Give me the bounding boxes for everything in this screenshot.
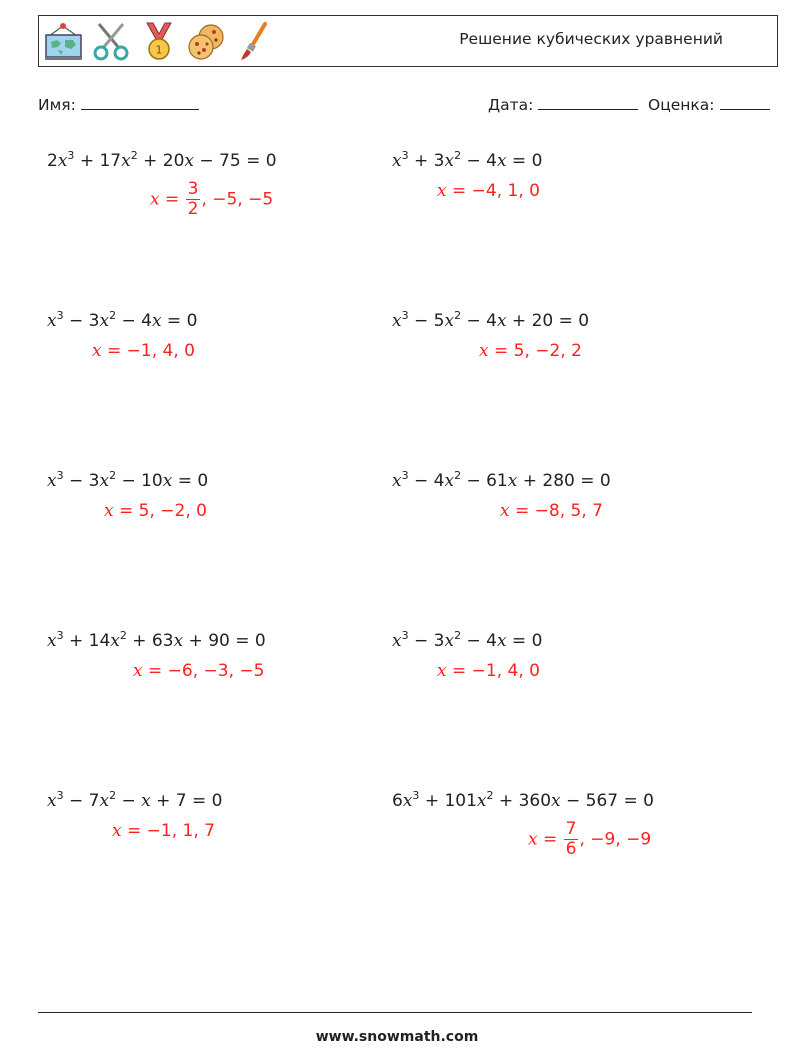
math-variable: x [150,189,160,210]
math-text: = −8, 5, 7 [509,501,603,521]
problem-answer [133,661,264,681]
math-exponent: 3 [401,149,409,162]
math-text: + 7 = 0 [150,791,223,811]
math-variable: x [92,341,102,361]
math-text: + 360 [493,791,552,811]
math-exponent: 2 [454,149,462,162]
math-text: + 90 = 0 [183,631,266,651]
problem-answer [104,501,207,521]
math-variable: x [479,341,489,361]
problem-answer [150,180,273,219]
math-text: = −1, 1, 7 [121,821,215,841]
math-variable: x [496,151,507,171]
grade-label: Оценка: [648,96,715,114]
svg-text:1: 1 [155,43,163,57]
math-variable: x [151,311,162,331]
math-text: 2 [47,151,58,171]
date-label: Дата: [488,96,534,114]
math-variable: x [500,501,510,521]
problem-equation [47,311,197,331]
name-label: Имя: [38,96,76,114]
math-exponent: 2 [486,789,494,802]
problem-answer [92,341,195,361]
math-text: + 63 [126,631,174,651]
scissors-icon [91,20,131,62]
name-blank[interactable] [81,94,199,110]
math-variable: x [110,631,120,651]
math-text: = −1, 4, 0 [101,341,195,361]
math-exponent: 2 [454,469,462,482]
math-variable: x [444,151,455,171]
math-text: − 4 [116,311,152,331]
math-text: + 280 = 0 [517,471,611,491]
math-exponent: 3 [56,469,64,482]
math-text: , −9, −9 [579,829,652,850]
math-variable: x [141,791,151,811]
problem-answer [479,341,582,361]
problem-equation [392,471,611,491]
worksheet-title: Решение кубических уравнений [459,30,723,48]
math-text: − 3 [408,631,445,651]
math-fraction [186,180,201,219]
problem-equation [392,151,542,171]
math-variable: x [496,311,507,331]
math-exponent: 3 [401,309,409,322]
math-text: − 4 [461,151,497,171]
math-variable: x [392,151,402,171]
medal-icon [139,20,179,62]
math-variable: x [444,631,455,651]
math-variable: x [133,661,143,681]
problem-answer [437,181,540,201]
math-exponent: 2 [109,469,117,482]
problem-answer [437,661,540,681]
math-text: = 0 [172,471,209,491]
math-exponent: 2 [109,789,117,802]
math-variable: x [444,311,455,331]
math-text: − 3 [63,471,100,491]
math-text: − 4 [461,311,497,331]
math-variable: x [121,151,131,171]
math-text: − 7 [63,791,100,811]
fraction-numerator: 7 [565,819,577,839]
fraction-numerator: 3 [187,179,199,199]
math-variable: x [437,661,447,681]
name-field[interactable] [38,94,199,114]
problem-answer [500,501,603,521]
header-icons [43,20,275,62]
math-text: + 20 [137,151,185,171]
math-variable: x [57,151,68,171]
math-variable: x [444,471,455,491]
math-exponent: 3 [401,469,409,482]
math-exponent: 2 [109,309,117,322]
problem-equation [47,151,277,171]
math-exponent: 3 [401,629,409,642]
math-variable: x [402,791,413,811]
math-exponent: 3 [412,789,420,802]
problem-equation [392,631,542,651]
math-text: − 10 [116,471,163,491]
math-text: = −6, −3, −5 [142,661,265,681]
cookies-icon [187,20,227,62]
grade-field[interactable] [648,94,770,114]
math-variable: x [392,311,402,331]
problem-equation [47,631,266,651]
math-text: = [537,829,563,850]
math-exponent: 2 [119,629,127,642]
math-text: = −4, 1, 0 [446,181,540,201]
math-text: = [159,189,185,210]
math-text: + 101 [419,791,477,811]
math-text: = 0 [506,151,543,171]
paintbrush-icon [235,20,275,62]
math-text: = −1, 4, 0 [446,661,540,681]
math-variable: x [112,821,122,841]
math-text: = 5, −2, 2 [488,341,582,361]
math-variable: x [99,311,110,331]
math-text: − 75 = 0 [193,151,277,171]
math-variable: x [528,829,538,850]
problem-answer [528,820,651,859]
math-variable: x [47,311,57,331]
footer-divider [38,1012,752,1013]
date-blank[interactable] [538,94,638,110]
math-fraction [564,820,579,859]
math-text: + 14 [63,631,111,651]
math-variable: x [104,501,114,521]
math-text: 6 [392,791,403,811]
math-variable: x [437,181,447,201]
math-exponent: 3 [56,789,64,802]
math-exponent: 3 [56,309,64,322]
date-field[interactable] [488,94,638,114]
math-text: = 0 [161,311,198,331]
math-variable: x [47,631,57,651]
math-text: + 3 [408,151,445,171]
math-variable: x [392,471,402,491]
footer-url[interactable]: www.snowmath.com [315,1029,479,1045]
math-text: − 567 = 0 [560,791,654,811]
math-variable: x [47,791,57,811]
math-text: − [116,791,142,811]
math-exponent: 2 [130,149,138,162]
worksheet-header [38,15,778,67]
problem-equation [47,791,222,811]
math-text: + 20 = 0 [506,311,590,331]
math-exponent: 3 [56,629,64,642]
math-exponent: 2 [454,629,462,642]
math-variable: x [392,631,402,651]
fraction-denominator: 6 [565,839,577,859]
math-text: − 4 [408,471,445,491]
math-text: + 17 [74,151,122,171]
fraction-denominator: 2 [187,199,199,219]
math-variable: x [99,471,110,491]
map-board-icon [43,20,83,62]
math-variable: x [496,631,507,651]
math-text: − 5 [408,311,445,331]
math-variable: x [184,151,194,171]
problem-equation [47,471,208,491]
math-variable: x [507,471,518,491]
math-variable: x [162,471,173,491]
math-text: − 4 [461,631,497,651]
math-variable: x [173,631,184,651]
problem-answer [112,821,215,841]
math-variable: x [47,471,57,491]
math-variable: x [99,791,110,811]
math-variable: x [476,791,487,811]
problem-equation [392,791,654,811]
math-exponent: 2 [454,309,462,322]
math-text: = 0 [506,631,543,651]
problem-equation [392,311,589,331]
math-text: = 5, −2, 0 [113,501,207,521]
math-variable: x [551,791,561,811]
grade-blank[interactable] [720,94,770,110]
math-text: − 61 [461,471,508,491]
math-text: − 3 [63,311,100,331]
math-exponent: 3 [67,149,75,162]
math-text: , −5, −5 [201,189,274,210]
